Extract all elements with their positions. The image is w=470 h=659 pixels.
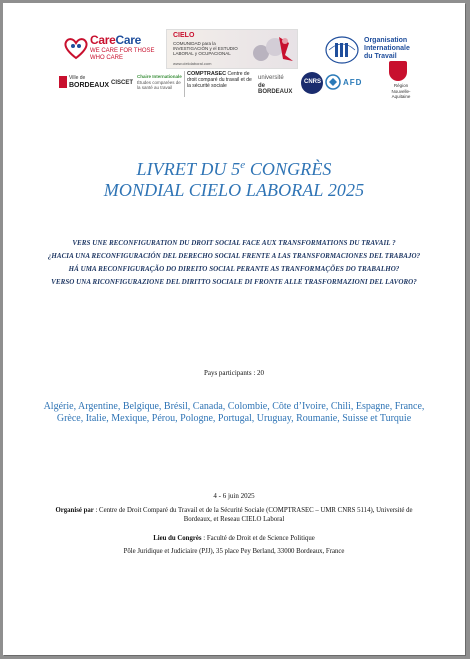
congress-questions xyxy=(43,239,425,291)
comptrasec-logo: COMPTRASEC Centre de droit comparé du travail et de la sécurité sociale xyxy=(184,71,257,97)
oit-name: Organisation Internationale du Travail xyxy=(364,37,410,60)
lion-crest-icon xyxy=(389,61,407,81)
cielo-url: www.cielolaboral.com xyxy=(173,61,212,66)
cielo-name: CIELO xyxy=(173,32,195,39)
cielo-artwork-icon xyxy=(249,33,295,65)
afd-logo: AFD xyxy=(325,74,375,92)
afd-mark-icon xyxy=(325,74,341,90)
carecare-name: CareCare xyxy=(90,33,141,47)
question-portuguese: HÁ UMA RECONFIGURAÇÃO DO DIREITO SOCIAL PERANTE AS TRANFORMAÇÕES DO TRABALHO? xyxy=(68,265,400,274)
question-spanish: ¿HACIA UNA RECONFIGURACIÓN DEL DERECHO SOCIAL FRENTE A LAS TRANSFORMACIONES DEL TRABAJO? xyxy=(47,252,421,261)
ciscet-logo: CISCET Chaire Internationale Études comparées de la santé au travail xyxy=(111,74,182,90)
congress-dates: 4 - 6 juin 2025 xyxy=(213,492,255,500)
question-french: VERS UNE RECONFIGURATION DU DROIT SOCIAL FACE AUX TRANSFORMATIONS DU TRAVAIL ? xyxy=(72,239,396,247)
organizers: Organisé par : Centre de Droit Comparé du Travail et de la Sécurité Sociale (COMPTRASEC – UMR CNRS 5114), Université de Bordeaux, et Reseau CIELO Laboral xyxy=(55,507,413,523)
nouvelle-aquitaine-logo: Région Nouvelle- Aquitaine xyxy=(381,61,417,101)
ville-bordeaux-logo: Ville de BORDEAUX xyxy=(59,75,105,97)
countries-list: Algérie, Argentine, Belgique, Brésil, Canada, Colombie, Côte d’Ivoire, Chili, Espagne, France, Grèce, Italie, Mexique, Pérou, Pologne, Portugal, Uruguay, Roumanie, Suisse et Turquie xyxy=(43,401,425,425)
participating-countries-count: Pays participants : 20 xyxy=(203,369,265,377)
oit-emblem-icon xyxy=(325,36,359,64)
question-italian: VERSO UNA RICONFIGURAZIONE DEL DIRITTO SOCIALE DI FRONTE ALLE TRASFORMAZIONI DEL LAVORO? xyxy=(51,278,417,287)
carecare-tagline: WE CARE FOR THOSE WHO CARE xyxy=(90,48,155,61)
congress-venue: Lieu du Congrès : Faculté de Droit et de Science Politique xyxy=(153,535,315,542)
cnrs-logo: CNRS xyxy=(301,72,323,94)
document-page xyxy=(3,3,465,655)
venue-address: Pôle Juridique et Judiciaire (PJJ), 35 place Pey Berland, 33000 Bordeaux, France xyxy=(123,548,345,555)
universite-bordeaux-logo: université de BORDEAUX xyxy=(258,75,293,95)
cielo-subtitle: COMUNIDAD para la INVESTIGACIÓN y el ESTUDIO LABORAL y OCUPACIONAL xyxy=(173,41,238,57)
booklet-title: LIVRET DU 5e CONGRÈS MONDIAL CIELO LABORAL 2025 xyxy=(103,159,365,200)
cielo-banner-logo xyxy=(166,29,298,69)
carecare-logo xyxy=(63,31,163,67)
heart-hands-icon xyxy=(63,35,89,61)
partner-logos-band xyxy=(3,3,465,118)
bordeaux-crest-icon xyxy=(59,76,67,88)
